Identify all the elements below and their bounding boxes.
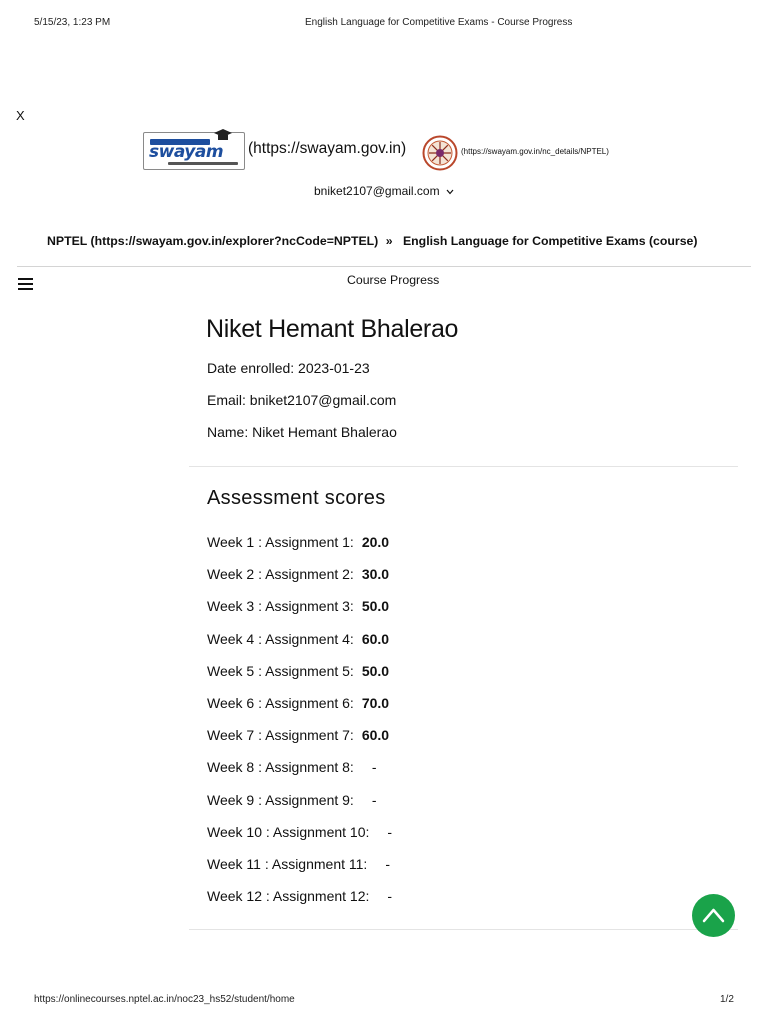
profile-divider (189, 466, 738, 467)
assessment-score-row (207, 695, 389, 711)
assignment-score: 50.0 (361, 663, 390, 679)
graduation-cap-icon (214, 129, 232, 141)
assessment-score-row (207, 856, 390, 872)
user-email: bniket2107@gmail.com (314, 184, 440, 198)
student-email: Email: bniket2107@gmail.com (207, 392, 397, 408)
breadcrumb-current-course: English Language for Competitive Exams (course) (402, 234, 698, 248)
date-enrolled: Date enrolled: 2023-01-23 (207, 360, 370, 376)
print-page-title: English Language for Competitive Exams - Course Progress (305, 17, 573, 28)
assessment-score-row (207, 727, 389, 743)
close-button[interactable]: X (16, 108, 25, 123)
assignment-label: Week 11 : Assignment 11: (207, 856, 368, 872)
assignment-score: - (387, 824, 393, 840)
assessment-score-row (207, 824, 392, 840)
assignment-score: 30.0 (361, 566, 390, 582)
breadcrumb (47, 234, 697, 248)
assignment-label: Week 2 : Assignment 2: (207, 566, 354, 582)
print-page-url: https://onlinecourses.nptel.ac.in/noc23_hs52/student/home (34, 994, 295, 1005)
assignment-score: 70.0 (361, 695, 390, 711)
assignment-label: Week 4 : Assignment 4: (207, 631, 354, 647)
student-name-heading: Niket Hemant Bhalerao (206, 315, 459, 343)
student-name-line: Name: Niket Hemant Bhalerao (207, 424, 397, 440)
assignment-score: - (371, 759, 377, 775)
assignment-score: - (385, 856, 390, 872)
assignment-label: Week 9 : Assignment 9: (207, 792, 354, 808)
swayam-home-link[interactable]: (https://swayam.gov.in) (248, 140, 407, 157)
assignment-score: - (387, 888, 393, 904)
scroll-to-top-button[interactable] (692, 894, 735, 937)
user-account-dropdown[interactable] (314, 184, 454, 198)
assignment-label: Week 8 : Assignment 8: (207, 759, 354, 775)
assignment-label: Week 6 : Assignment 6: (207, 695, 354, 711)
assignment-label: Week 10 : Assignment 10: (207, 824, 370, 840)
swayam-logo[interactable] (143, 132, 245, 170)
assessment-score-row (207, 759, 377, 775)
hamburger-menu-icon[interactable] (18, 278, 33, 290)
assessment-score-row (207, 631, 389, 647)
assessment-score-row (207, 566, 389, 582)
assignment-score: 50.0 (361, 598, 390, 614)
assignment-score: 60.0 (361, 631, 390, 647)
assessment-score-row (207, 598, 389, 614)
assignment-score: 60.0 (361, 727, 390, 743)
assignment-score: - (371, 792, 377, 808)
chevron-up-icon (702, 905, 725, 925)
breadcrumb-nptel-link[interactable]: NPTEL (https://swayam.gov.in/explorer?ncCode=NPTEL) (47, 234, 379, 248)
scores-divider (189, 929, 738, 930)
nptel-logo[interactable] (422, 135, 458, 171)
assignment-score: 20.0 (361, 534, 390, 550)
assessment-score-row (207, 792, 377, 808)
assessment-score-row (207, 663, 389, 679)
assessment-score-row (207, 534, 389, 550)
chevron-down-icon (446, 189, 454, 195)
breadcrumb-separator: » (385, 234, 393, 248)
assignment-label: Week 12 : Assignment 12: (207, 888, 370, 904)
page-section-title: Course Progress (347, 273, 440, 287)
swayam-wordmark: swayam (149, 142, 224, 162)
assignment-label: Week 3 : Assignment 3: (207, 598, 354, 614)
logo-subtitle-bar (168, 162, 238, 165)
assignment-label: Week 5 : Assignment 5: (207, 663, 354, 679)
assignment-label: Week 1 : Assignment 1: (207, 534, 354, 550)
nptel-details-link[interactable]: (https://swayam.gov.in/nc_details/NPTEL) (461, 147, 609, 156)
header-divider (17, 266, 751, 267)
assignment-label: Week 7 : Assignment 7: (207, 727, 354, 743)
print-datetime: 5/15/23, 1:23 PM (34, 17, 111, 28)
print-page-number: 1/2 (720, 994, 734, 1005)
assessment-score-row (207, 888, 392, 904)
assessment-scores-heading: Assessment scores (207, 487, 386, 509)
